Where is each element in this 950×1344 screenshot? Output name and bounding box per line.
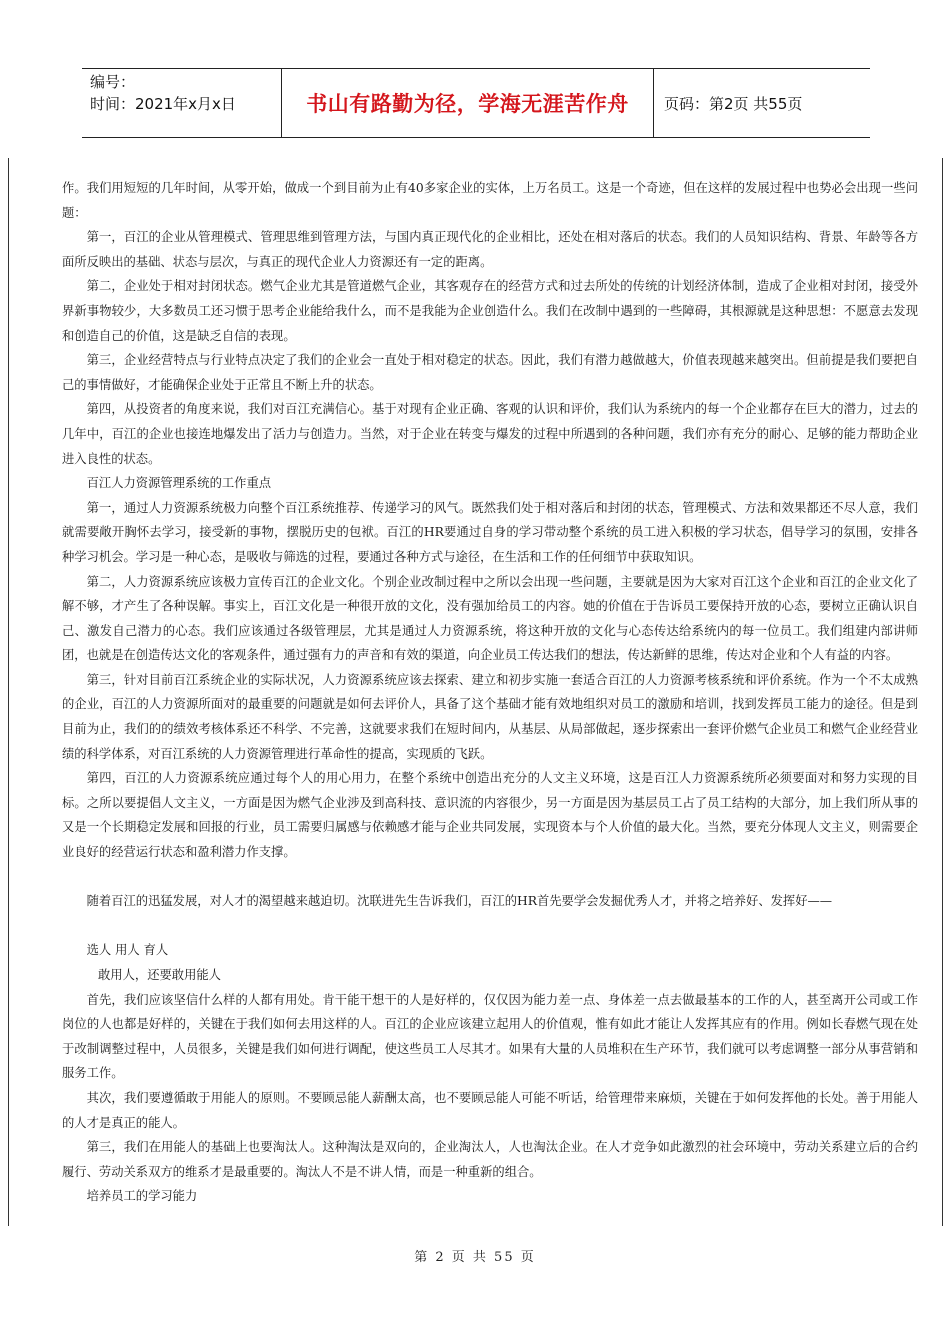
header-page-number: 页码：第2页 共55页 [664, 94, 803, 113]
paragraph: 第二，企业处于相对封闭状态。燃气企业尤其是管道燃气企业，其客观存在的经营方式和过去所处的传统的计划经济体制，造成了企业相对封闭，接受外界新事物较少，大多数员工还习惯于思考企业能给我什么，而不是我能为企业创造什么。我们在改制中遇到的一些障碍，其根源就是这种思想：不愿意去发现和创造自己的价值，这是缺乏自信的表现。 [62, 279, 918, 343]
paragraph: 第四，从投资者的角度来说，我们对百江充满信心。基于对现有企业正确、客观的认识和评价，我们认为系统内的每一个企业都存在巨大的潜力，过去的几年中，百江的企业也接连地爆发出了活力与创造力。当然，对于企业在转变与爆发的过程中所遇到的各种问题，我们亦有充分的耐心、足够的能力帮助企业进入良性的状态。 [62, 402, 918, 466]
paragraph: 第三，企业经营特点与行业特点决定了我们的企业会一直处于相对稳定的状态。因此，我们有潜力越做越大，价值表现越来越突出。但前提是我们要把自己的事情做好，才能确保企业处于正常且不断上升的状态。 [62, 353, 918, 392]
paragraph: 第四，百江的人力资源系统应通过每个人的用心用力，在整个系统中创造出充分的人文主义环境，这是百江人力资源系统所必须要面对和努力实现的目标。之所以要提倡人文主义，一方面是因为燃气企业涉及到高科技、意识流的内容很少，另一方面是因为基层员工占了员工结构的大部分，加上我们所从事的又是一个长期稳定发展和回报的行业，员工需要归属感与依赖感才能与企业共同发展，实现资本与个人价值的最大化。当然，要充分体现人文主义，则需要企业良好的经营运行状态和盈利潜力作支撑。 [62, 771, 918, 860]
right-margin-line [942, 158, 943, 1226]
document-number-label: 编号： [90, 73, 136, 91]
header-meta [82, 69, 282, 137]
paragraph: 第二，人力资源系统应该极力宣传百江的企业文化。个别企业改制过程中之所以会出现一些问题，主要就是因为大家对百江这个企业和百江的企业文化了解不够，才产生了各种误解。事实上，百江文化是一种很开放的文化，没有强加给员工的内容。她的价值在于告诉员工要保持开放的心态，要树立正确认识自己、激发自己潜力的心态。我们应该通过各级管理层，尤其是通过人力资源系统，将这种开放的文化与心态传达给系统内的每一位员工。我们组建内部讲师团，也就是在创造传达文化的客观条件，通过强有力的声音和有效的渠道，向企业员工传达我们的想法，传达新鲜的思维，传达对企业和个人有益的内容。 [62, 574, 918, 663]
paragraph: 第一，通过人力资源系统极力向整个百江系统推荐、传递学习的风气。既然我们处于相对落后和封闭的状态，管理模式、方法和效果都还不尽人意，我们就需要敞开胸怀去学习，接受新的事物，摆脱历史的包袱。百江的HR要通过自身的学习带动整个系统的员工进入积极的学习状态，倡导学习的氛围，安排各种学习机会。学习是一种心态，是吸收与筛选的过程，要通过各种方式与途径，在生活和工作的任何细节中获取知识。 [62, 500, 918, 564]
paragraph: 第一，百江的企业从管理模式、管理思维到管理方法，与国内真正现代化的企业相比，还处在相对落后的状态。我们的人员知识结构、背景、年龄等各方面所反映出的基础、状态与层次，与真正的现代企业人力资源还有一定的距离。 [62, 230, 918, 269]
section-heading: 选人 用人 育人 [86, 943, 169, 958]
subheading: 敢用人，还要敢用能人 [98, 968, 221, 982]
paragraph: 其次，我们要遵循敢于用能人的原则。不要顾忌能人薪酬太高，也不要顾忌能人可能不听话，给管理带来麻烦，关键在于如何发挥他的长处。善于用能人的人才是真正的能人。 [62, 1090, 918, 1130]
spacer [62, 865, 918, 890]
paragraph: 首先，我们应该坚信什么样的人都有用处。肯干能干想干的人是好样的，仅仅因为能力差一点、身体差一点去做最基本的工作的人，甚至离开公司或工作岗位的人也都是好样的，关键在于我们如何去用这样的人。百江的企业应该建立起用人的价值观，惟有如此才能让人发挥其应有的作用。例如长春燃气现在处于改制调整过程中，人员很多，关键是我们如何进行调配，使这些员工人尽其才。如果有大量的人员堆积在生产环节，我们就可以考虑调整一部分从事营销和服务工作。 [62, 992, 918, 1081]
paragraph: 第三，针对目前百江系统企业的实际状况，人力资源系统应该去探索、建立和初步实施一套适合百江的人力资源考核系统和评价系统。作为一个不太成熟的企业，百江的人力资源所面对的最重要的问题就是如何去评价人，具备了这个基础才能有效地组织对员工的激励和培训，找到发挥员工能力的途径。但是到目前为止，我们的的绩效考核体系还不科学、不完善，这就要求我们在短时间内，从基层、从局部做起，逐步探索出一套评价燃气企业员工和燃气企业经营业绩的科学体系，对百江系统的人力资源管理进行革命性的提高，实现质的飞跃。 [62, 672, 918, 761]
section-heading: 培养员工的学习能力 [86, 1189, 198, 1204]
document-date: 时间：2021年x月x日 [90, 95, 236, 113]
section-heading: 百江人力资源管理系统的工作重点 [86, 476, 272, 491]
paragraph: 作。我们用短短的几年时间，从零开始，做成一个到目前为止有40多家企业的实体，上万名员工。这是一个奇迹，但在这样的发展过程中也势必会出现一些问题： [62, 181, 918, 220]
paragraph: 随着百江的迅猛发展，对人才的渴望越来越迫切。沈联进先生告诉我们，百江的HR首先要学会发掘优秀人才，并将之培养好、发挥好—— [86, 894, 833, 909]
left-margin-line [8, 158, 9, 1226]
page-footer: 第 2 页 共 55 页 [414, 1250, 536, 1265]
spacer [62, 914, 918, 939]
document-body [62, 176, 918, 1209]
page-header [82, 68, 870, 138]
paragraph: 第三，我们在用能人的基础上也要淘汰人。这种淘汰是双向的，企业淘汰人，人也淘汰企业。在人才竞争如此激烈的社会环境中，劳动关系建立后的合约履行、劳动关系双方的维系才是最重要的。淘汰人不是不讲人情，而是一种重新的组合。 [62, 1140, 918, 1179]
header-motto: 书山有路勤为径，学海无涯苦作舟 [282, 69, 654, 137]
